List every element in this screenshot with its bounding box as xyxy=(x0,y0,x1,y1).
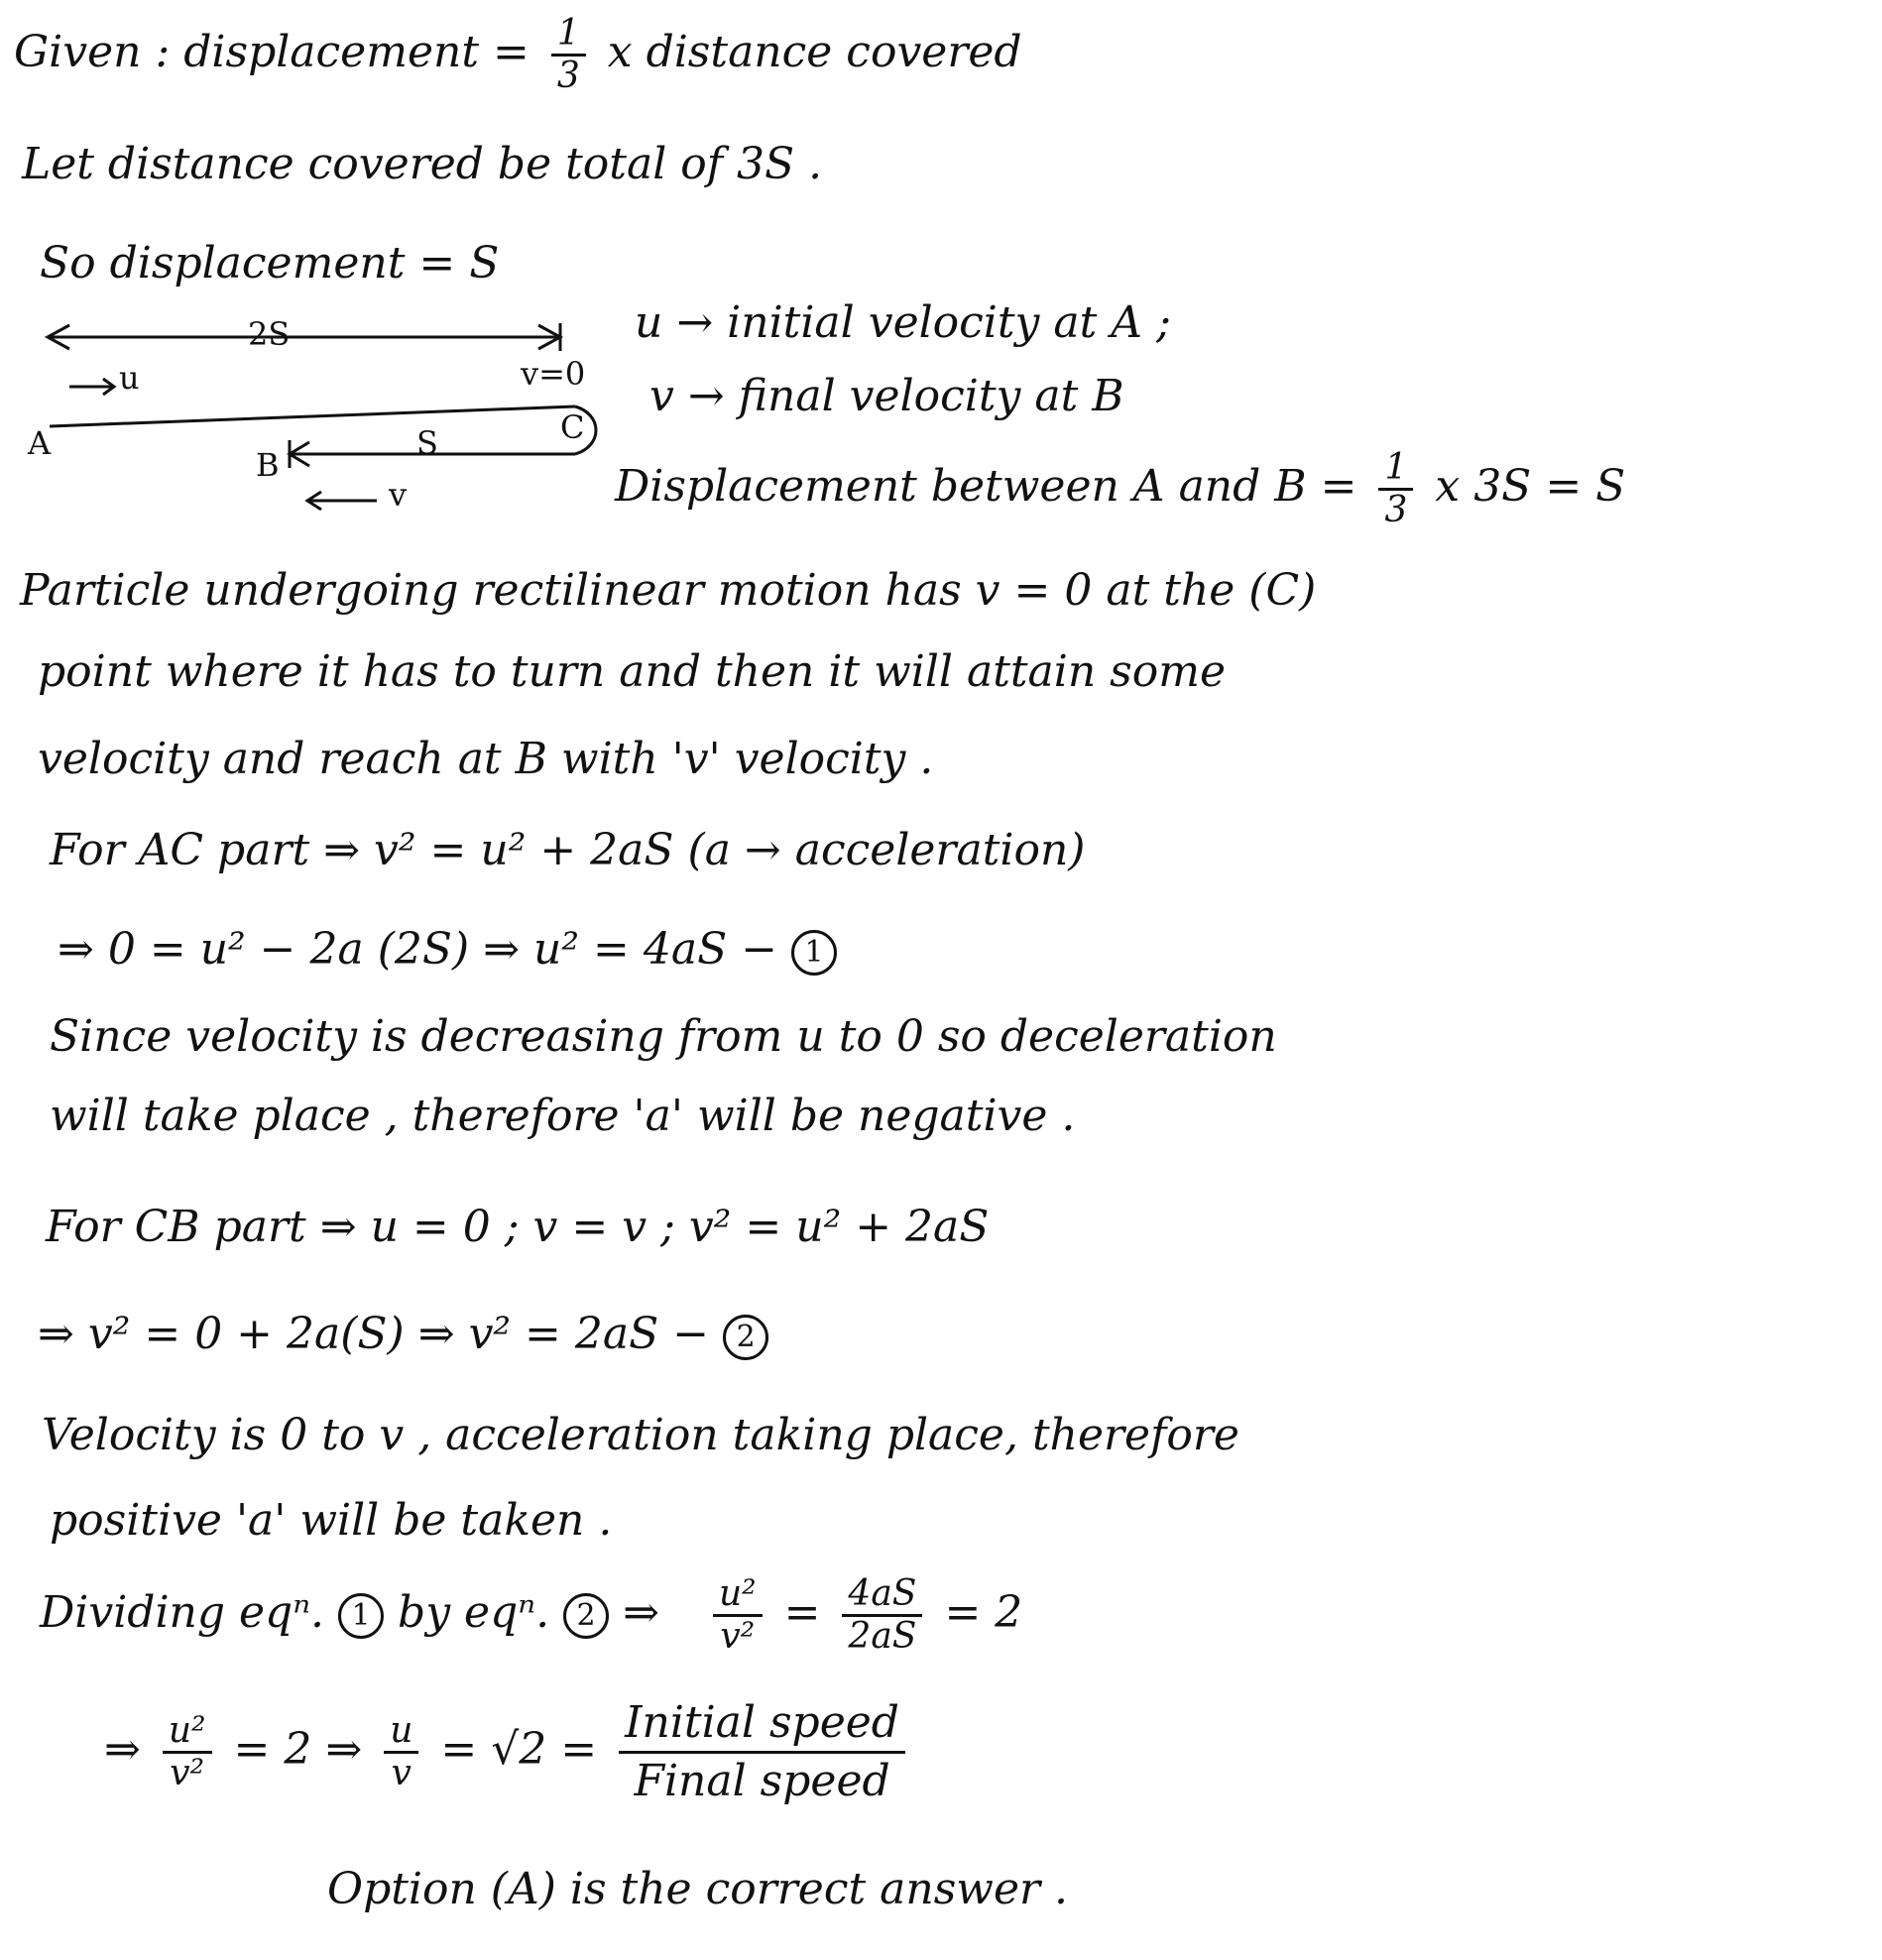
so-displacement-line: So displacement = S xyxy=(40,238,500,288)
acceleration-line-1: Velocity is 0 to v , acceleration taking place, therefore xyxy=(42,1410,1239,1460)
cb-part-line: For CB part ⇒ u = 0 ; v = v ; v² = u² + 2aS xyxy=(46,1202,990,1252)
u2-over-v2-b: $\frac{\text{u²}}{\text{v²}}$ xyxy=(163,1711,212,1793)
initial-velocity-def: u → initial velocity at A ; xyxy=(635,297,1171,348)
eq-2-marker: 2 xyxy=(723,1315,768,1360)
acceleration-line-2: positive 'a' will be taken . xyxy=(50,1495,613,1546)
displacement-ab-line: Displacement between A and B = $\frac{1}{3}$ x 3S = S xyxy=(615,447,1626,530)
equation-2-line: ⇒ v² = 0 + 2a(S) ⇒ v² = 2aS − 2 xyxy=(38,1307,768,1362)
u2-over-v2: $\frac{\text{u²}}{\text{v²}}$ xyxy=(713,1574,763,1657)
equation-1-line: ⇒ 0 = u² − 2a (2S) ⇒ u² = 4aS − 1 xyxy=(58,922,837,978)
eq-2-ref: 2 xyxy=(563,1593,609,1639)
label-u: u xyxy=(119,359,140,397)
label-b: B xyxy=(256,446,280,484)
ratio-line: ⇒ $\frac{\text{u²}}{\text{v²}}$ = 2 ⇒ $\frac{u}{v}$ = √2 = $\frac{\text{Initial speed}}{\text{Final speed}}$ xyxy=(104,1695,913,1809)
motion-diagram xyxy=(20,297,635,525)
label-s: S xyxy=(416,424,438,462)
dividing-line: Dividing eqⁿ. 1 by eqⁿ. 2 ⇒ $\frac{\text{u²}}{\text{v²}}$ = $\frac{4aS}{2aS}$ = 2 xyxy=(40,1573,1023,1657)
particle-line-2: point where it has to turn and then it will attain some xyxy=(38,646,1227,697)
eq-1-marker: 1 xyxy=(791,930,837,976)
ac-part-line: For AC part ⇒ v² = u² + 2aS (a → acceleration) xyxy=(50,825,1086,875)
deceleration-line-2: will take place , therefore 'a' will be negative . xyxy=(50,1091,1076,1141)
label-v: v xyxy=(389,476,408,514)
label-c: C xyxy=(560,408,585,446)
eq-1-ref: 1 xyxy=(338,1593,384,1639)
final-answer-line: Option (A) is the correct answer . xyxy=(327,1864,1068,1914)
path-a-to-c xyxy=(50,406,575,426)
u-over-v: $\frac{u}{v}$ xyxy=(384,1711,418,1793)
final-velocity-def: v → final velocity at B xyxy=(649,371,1124,421)
particle-line-3: velocity and reach at B with 'v' velocity . xyxy=(38,734,934,784)
4as-over-2as: $\frac{4aS}{2aS}$ xyxy=(842,1574,922,1657)
let-distance-line: Let distance covered be total of 3S . xyxy=(22,139,823,189)
one-third-fraction: $\frac{1}{3}$ xyxy=(551,14,586,96)
motion-diagram-svg xyxy=(20,297,635,525)
particle-line-1: Particle undergoing rectilinear motion has v = 0 at the (C) xyxy=(20,565,1317,616)
deceleration-line-1: Since velocity is decreasing from u to 0 so deceleration xyxy=(50,1011,1277,1062)
one-third-fraction-2: $\frac{1}{3}$ xyxy=(1378,448,1413,530)
given-line: Given : displacement = $\frac{1}{3}$ x distance covered xyxy=(14,13,1022,96)
label-v0: v=0 xyxy=(521,355,586,393)
label-2s: 2S xyxy=(248,315,291,353)
speed-ratio: $\frac{\text{Initial speed}}{\text{Final speed}}$ xyxy=(619,1695,905,1809)
label-a: A xyxy=(28,424,52,462)
